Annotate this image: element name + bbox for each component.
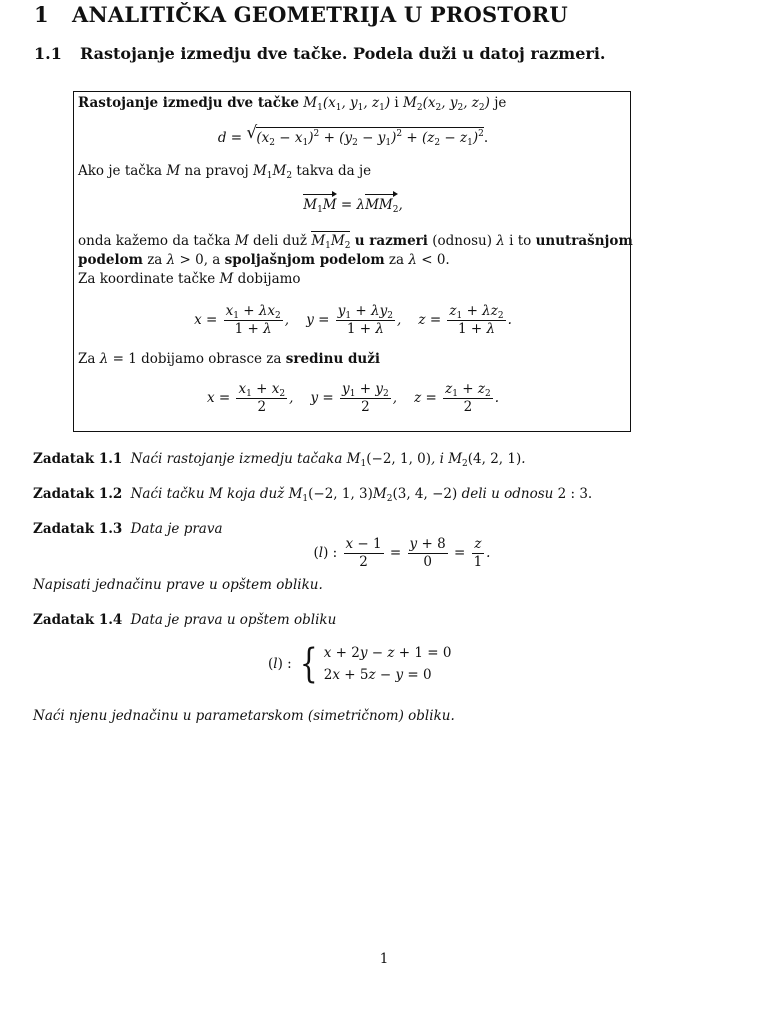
task-text: Naći tačku	[130, 486, 205, 502]
task-text: Data je prava u opštem obliku	[130, 612, 337, 628]
task-tail: , i	[431, 451, 444, 467]
task-text: Data je prava	[130, 521, 223, 537]
task-label: Zadatak 1.4	[33, 612, 123, 628]
midpoint-formula: x = $\frac{x_1 + x_2}{2}$ , y = $\frac{y_1 + y_2}{2}$ , z = $\frac{z_1 + z_2}{2}$ .	[206, 381, 500, 415]
text-takva: takva da je	[296, 163, 372, 179]
subsection-title-text: Rastojanje izmedju dve tačke. Podela duži u datoj razmeri.	[80, 44, 606, 63]
box-line-koordinate: Za koordinate tačke M dobijamo	[78, 271, 301, 287]
task-after: Napisati jednačinu prave u opštem obliku.	[33, 577, 323, 593]
distance-formula: d = √ $(x_2 - x_1)^2 + (y_2 - y_1)^2 + (z_2 - z_1)^2$.	[217, 123, 489, 148]
text-za-2: za	[388, 252, 405, 268]
task-1-4	[33, 611, 336, 629]
text-ako: Ako je tačka	[78, 163, 163, 179]
task-1-2: Zadatak 1.2 Naći tačku M koja duž $M_1(-2$, 1, $3)M_2(3$, 4, −2) deli u odnosu 2 : 3.	[33, 486, 593, 504]
task-tail: deli u odnosu	[461, 486, 554, 502]
subsection-title	[34, 44, 605, 63]
task-1-3-equation: (l) : $\frac{x - 1}{2}$ = $\frac{y + 8}{0}$ = $\frac{z}{1}$ .	[313, 536, 491, 570]
word-je: je	[494, 95, 507, 111]
box-line-sredina: Za λ = 1 dobijamo obrasce za sredinu duži	[78, 351, 381, 367]
box-line-onda: onda kažemo da tačka M deli duž $M_1M_2$ u razmeri (odnosu) λ i to unutrašnjom	[78, 233, 633, 251]
text-dobijamo-obrasce: dobijamo obrasce za	[141, 351, 282, 367]
box-line-podelom: podelom za λ > 0, a spoljašnjom podelom za λ < 0.	[78, 252, 450, 268]
division-formula: x = $\frac{x_1 + \lambda x_2}{1 + \lambda}$ , y = $\frac{y_1 + \lambda y_2}{1 + \lambda}$ , z = $\frac{z_1 + \lambda z_2}{1 + \lambda}$ .	[194, 303, 512, 337]
definition-box	[73, 91, 631, 432]
text-unutrasnjom: unutrašnjom	[535, 233, 633, 249]
text-na-pravoj: na pravoj	[184, 163, 249, 179]
task-1-3-instruction	[33, 576, 323, 594]
task-1-4-system: (l) : { x + 2y − z + 1 = 0 2x + 5z − y = 0	[268, 641, 452, 687]
task-1-4-instruction	[33, 707, 455, 725]
text-deli-duz: deli duž	[253, 233, 308, 249]
section-title	[34, 2, 568, 27]
task-after: Naći njenu jednačinu u parametarskom (simetričnom) obliku.	[33, 708, 455, 724]
text-i-to: i to	[509, 233, 532, 249]
text-onda: onda kažemo da tačka	[78, 233, 231, 249]
text-za-koordinate: Za koordinate tačke	[78, 271, 216, 287]
text-u-razmeri: u razmeri	[354, 233, 428, 249]
box-line-ako: Ako je tačka M na pravoj $M_1M_2$ takva da je	[78, 163, 372, 181]
text-sredinu: sredinu duži	[285, 351, 381, 367]
text-odnosu: (odnosu)	[432, 233, 492, 249]
task-label: Zadatak 1.2	[33, 486, 123, 502]
task-mid: koja duž	[226, 486, 285, 502]
task-text: Naći rastojanje izmedju tačaka	[130, 451, 343, 467]
distance-heading: Rastojanje izmedju dve tačke	[78, 95, 299, 111]
box-line-distance: Rastojanje izmedju dve tačke $M_1(x_1$, $y_1$, $z_1$) i $M_2(x_2$, $y_2$, $z_2$) je	[78, 95, 507, 113]
text-spoljasnjom: spoljašnjom podelom	[224, 252, 385, 268]
subsection-number: 1.1	[34, 44, 62, 63]
text-podelom: podelom	[78, 252, 143, 268]
task-label: Zadatak 1.3	[33, 521, 123, 537]
page-number: 1	[379, 951, 389, 967]
task-label: Zadatak 1.1	[33, 451, 123, 467]
text-za-1: za	[147, 252, 163, 268]
task-1-1: Zadatak 1.1 Naći rastojanje izmedju tačaka $M_1(-2$, 1, 0), i $M_2(4$, 2, 1).	[33, 451, 526, 469]
text-za-lambda: Za	[78, 351, 96, 367]
section-title-text: ANALITIČKA GEOMETRIJA U PROSTORU	[72, 2, 568, 27]
word-and: i	[394, 95, 399, 111]
text-a: , a	[203, 252, 221, 268]
section-number: 1	[34, 2, 49, 27]
text-dobijamo: dobijamo	[237, 271, 301, 287]
vector-formula: $M_1M = \lambda$ $MM_2$,	[74, 196, 632, 214]
